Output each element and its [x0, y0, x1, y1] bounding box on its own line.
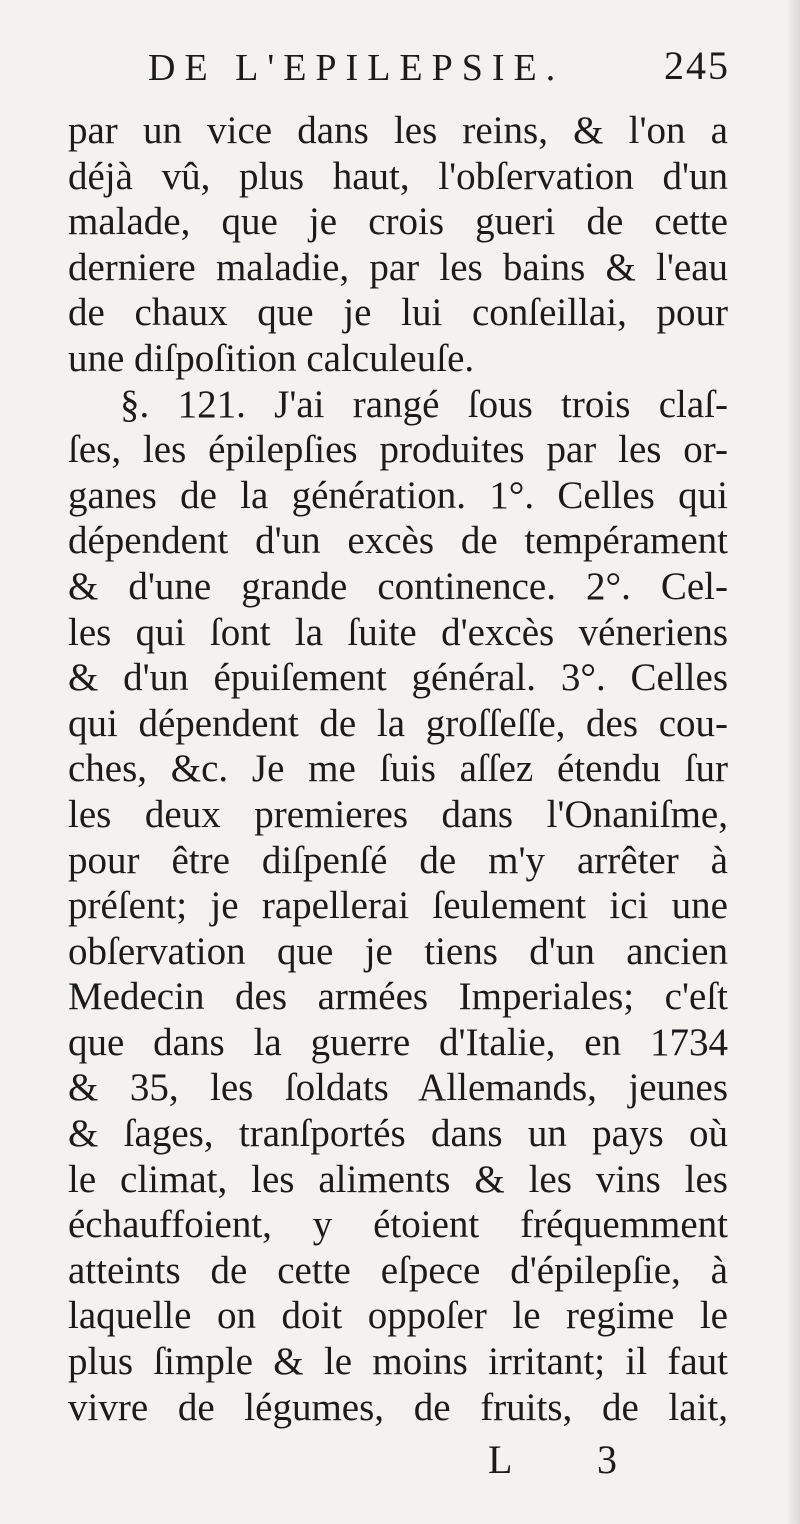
text-line: préſent; je rapellerai ſeulement ici une [68, 884, 728, 928]
page-edge-shadow [786, 0, 800, 1524]
text-line: les deux premieres dans l'Onaniſme, [68, 792, 728, 836]
text-line: vivre de légumes, de fruits, de lait, [68, 1385, 728, 1429]
paragraph-start-line: §. 121. J'ai rangé ſous trois claſ- [120, 382, 728, 426]
text-line: dépendent d'un excès de tempérament [68, 519, 728, 563]
text-line: les qui ſont la ſuite d'excès véneriens [68, 610, 728, 654]
text-line: une diſpoſition calculeuſe. [68, 336, 475, 380]
text-line: laquelle on doit oppoſer le regime le [68, 1294, 728, 1338]
text-line: ganes de la génération. 1°. Celles qui [68, 473, 728, 517]
page-number: 245 [664, 43, 730, 88]
text-line: de chaux que je lui conſeillai, pour [68, 291, 728, 335]
text-line: pour être diſpenſé de m'y arrêter à [68, 838, 728, 882]
text-line: que dans la guerre d'Italie, en 1734 [68, 1020, 728, 1064]
text-line: & 35, les ſoldats Allemands, jeunes [68, 1066, 728, 1110]
text-line: atteints de cette eſpece d'épilepſie, à [68, 1248, 728, 1292]
body-text [68, 108, 728, 1430]
text-line: & ſages, tranſportés dans un pays où [68, 1112, 728, 1156]
text-line: par un vice dans les reins, & l'on a [68, 109, 728, 152]
signature-mark: L 3 [488, 1437, 655, 1482]
running-head: DE L'EPILEPSIE. [148, 47, 565, 89]
text-line: obſervation que je tiens d'un ancien [68, 929, 728, 973]
text-line: & d'un épuiſement général. 3°. Celles [68, 656, 728, 700]
text-line: Medecin des armées Imperiales; c'eſt [68, 975, 728, 1019]
text-line: malade, que je crois gueri de cette [68, 200, 728, 244]
text-line: le climat, les aliments & les vins les [68, 1157, 728, 1201]
page-header [0, 40, 800, 100]
text-line: plus ſimple & le moins irritant; il faut [68, 1340, 728, 1384]
text-line: derniere maladie, par les bains & l'eau [68, 245, 728, 289]
text-line: échauffoient, y étoient fréquemment [68, 1203, 728, 1247]
text-line: déjà vû, plus haut, l'obſervation d'un [68, 154, 728, 198]
text-line: & d'une grande continence. 2°. Cel- [68, 564, 728, 608]
text-line: qui dépendent de la groſſeſſe, des cou- [68, 701, 728, 745]
text-line: ches, &c. Je me ſuis aſſez étendu ſur [68, 747, 728, 791]
text-line: ſes, les épilepſies produites par les or- [68, 428, 728, 472]
